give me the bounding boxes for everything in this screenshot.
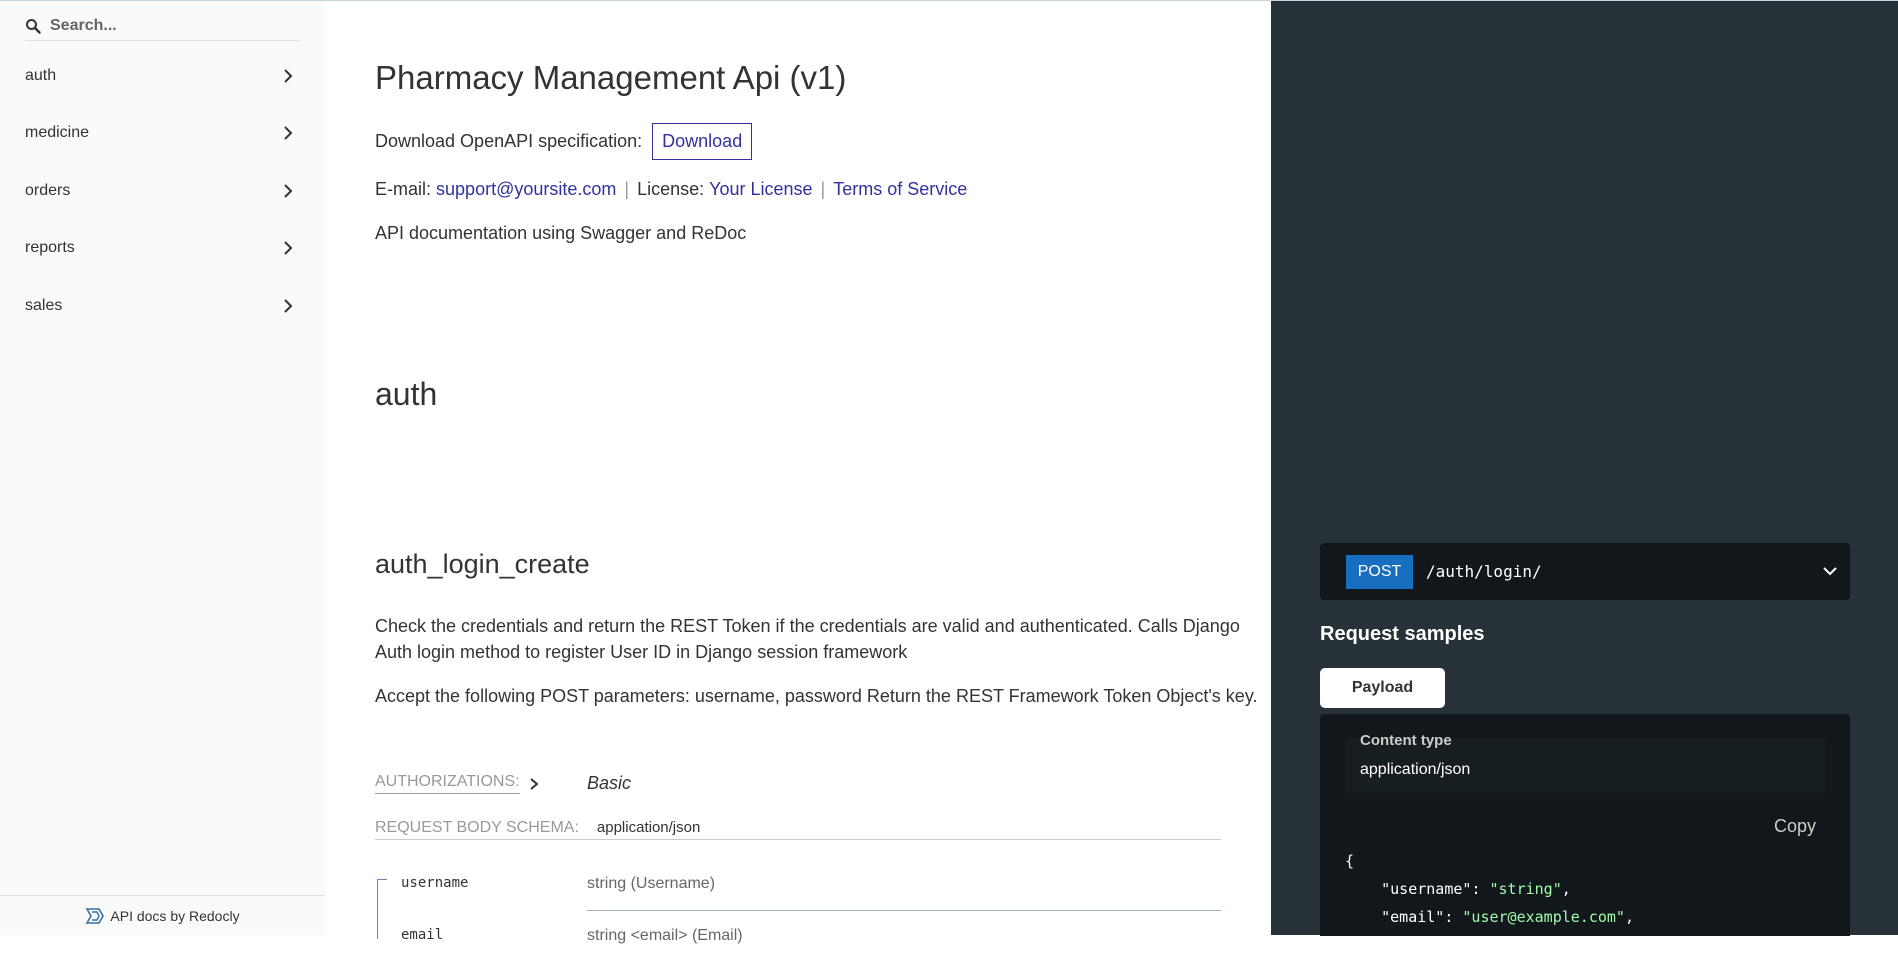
main-content — [325, 0, 1271, 944]
chevron-right-icon — [528, 777, 540, 791]
sidebar-item-sales[interactable] — [0, 277, 325, 335]
search-input[interactable] — [50, 17, 290, 35]
separator: | — [624, 179, 630, 199]
json-value: "user@example.com" — [1462, 908, 1625, 926]
param-row — [375, 871, 1221, 911]
sidebar-nav — [0, 47, 325, 335]
copy-button[interactable]: Copy — [1773, 816, 1816, 836]
endpoint-toggle[interactable] — [1320, 543, 1850, 600]
sidebar-item-label: reports — [25, 239, 75, 257]
chevron-down-icon — [1822, 564, 1838, 578]
operation-description: Check the credentials and return the REST Token if the credentials are valid and authenticated. Calls Django Auth login method to register User ID in Django session framework — [375, 616, 1240, 662]
page-title: Pharmacy Management Api (v1) — [375, 59, 847, 96]
chevron-right-icon — [281, 184, 295, 198]
http-method-badge: POST — [1346, 555, 1413, 589]
sidebar-item-reports[interactable] — [0, 220, 325, 278]
license-link[interactable]: Your License — [709, 179, 813, 199]
request-samples-heading: Request samples — [1320, 623, 1485, 645]
sidebar-item-auth[interactable] — [0, 47, 325, 105]
footer-label: API docs by Redocly — [110, 907, 240, 924]
separator: | — [820, 179, 826, 199]
request-body-row — [375, 816, 1221, 840]
content-type-label: Content type — [1360, 732, 1452, 749]
content-type-value: application/json — [1360, 761, 1471, 778]
sidebar-item-medicine[interactable] — [0, 105, 325, 163]
tab-payload[interactable]: Payload — [1320, 668, 1445, 708]
json-sample: { "username": "string", "email": "user@example.com", — [1345, 852, 1634, 926]
json-value: "string" — [1489, 880, 1562, 898]
authorizations-row[interactable] — [375, 773, 1221, 794]
param-type: string (Username) — [587, 875, 1221, 911]
chevron-right-icon — [281, 299, 295, 313]
operation-parameters-text: Accept the following POST parameters: username, password Return the REST Framework Token Object's key. — [375, 686, 1258, 706]
endpoint-path: /auth/login/ — [1426, 562, 1542, 581]
terms-link[interactable]: Terms of Service — [833, 179, 968, 199]
info-row — [375, 179, 967, 200]
download-text: Download OpenAPI specification: — [375, 131, 643, 151]
sidebar-item-label: auth — [25, 66, 57, 84]
api-description: API documentation using Swagger and ReDoc — [375, 223, 747, 243]
email-link[interactable]: support@yoursite.com — [436, 179, 617, 199]
param-name: username — [401, 875, 469, 891]
param-name: email — [401, 927, 444, 943]
redocly-logo-icon — [85, 907, 105, 925]
json-key: "email" — [1381, 908, 1445, 926]
request-body-value: application/json — [596, 819, 701, 836]
request-body-label: REQUEST BODY SCHEMA: — [375, 818, 579, 836]
download-button[interactable]: Download — [652, 123, 752, 160]
chevron-right-icon — [281, 69, 295, 83]
authorizations-label: AUTHORIZATIONS: — [375, 773, 520, 794]
chevron-right-icon — [281, 126, 295, 140]
code-sample — [1320, 714, 1850, 936]
operation-title: auth_login_create — [375, 549, 590, 579]
sidebar-item-label: medicine — [25, 124, 90, 142]
chevron-right-icon — [281, 241, 295, 255]
license-label: License: — [637, 179, 705, 199]
param-row — [375, 925, 1221, 944]
section-title: auth — [375, 376, 438, 412]
samples-panel — [1271, 0, 1898, 935]
authorizations-value: Basic — [587, 773, 632, 793]
sidebar-item-label: orders — [25, 181, 71, 199]
search-box — [25, 11, 300, 41]
sidebar — [0, 0, 325, 935]
email-label: E-mail: — [375, 179, 432, 199]
json-brace: { — [1345, 852, 1355, 870]
param-type: string <email> (Email) — [587, 927, 743, 944]
download-row — [375, 123, 752, 160]
content-type-box — [1345, 732, 1825, 793]
redocly-footer-link[interactable] — [0, 895, 325, 935]
sidebar-item-orders[interactable] — [0, 162, 325, 220]
json-key: "username" — [1381, 880, 1472, 898]
search-icon — [25, 18, 41, 34]
sidebar-item-label: sales — [25, 296, 63, 314]
